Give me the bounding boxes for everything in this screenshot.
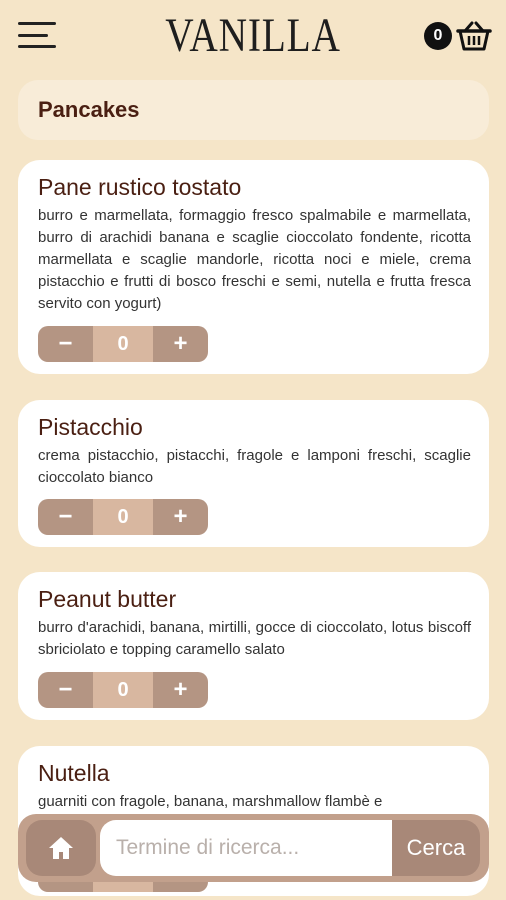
home-button[interactable]	[26, 820, 96, 876]
increase-button[interactable]: +	[153, 326, 208, 362]
menu-line	[18, 34, 48, 37]
product-description: crema pistacchio, pistacchi, fragole e lamponi freschi, scaglie cioccolato bianco	[38, 447, 471, 486]
product-card	[18, 160, 489, 374]
product-card	[18, 572, 489, 720]
search-input[interactable]	[100, 820, 392, 876]
product-description: burro e marmellata, formaggio fresco spalmabile e marmellata, burro di arachidi banana e scaglie cioccolato fondente, ricotta marmellata e scaglie mandorle, ricotta noci e miele, crema pistacchio e frutti di bosco freschi e semi, nutella e frutta fresca servito con yogurt)	[38, 207, 471, 312]
quantity-value: 0	[93, 672, 153, 708]
brand-logo: VANILLA	[165, 9, 341, 62]
product-title: Peanut butter	[38, 586, 177, 612]
home-icon	[47, 835, 75, 861]
cart-count-badge: 0	[424, 22, 452, 50]
product-title: Pistacchio	[38, 414, 143, 440]
header	[0, 0, 506, 74]
increase-button[interactable]: +	[153, 499, 208, 535]
category-title: Pancakes	[38, 97, 140, 122]
quantity-value: 0	[93, 326, 153, 362]
decrease-button[interactable]: −	[38, 326, 93, 362]
quantity-stepper	[38, 326, 208, 362]
decrease-button[interactable]: −	[38, 672, 93, 708]
increase-button[interactable]: +	[153, 672, 208, 708]
product-title: Pane rustico tostato	[38, 174, 242, 200]
cart-button[interactable]	[420, 18, 492, 54]
category-header[interactable]	[18, 80, 489, 140]
quantity-stepper	[38, 672, 208, 708]
bottom-search-bar	[18, 814, 489, 882]
decrease-button[interactable]: −	[38, 499, 93, 535]
product-description: burro d'arachidi, banana, mirtilli, gocce di cioccolato, lotus biscoff sbriciolato e topping caramello salato	[38, 619, 471, 658]
product-description: guarniti con fragole, banana, marshmallow flambè e	[38, 793, 383, 810]
quantity-value: 0	[93, 499, 153, 535]
quantity-stepper	[38, 499, 208, 535]
search-button[interactable]: Cerca	[392, 820, 480, 876]
product-card	[18, 400, 489, 547]
product-title: Nutella	[38, 760, 110, 786]
basket-icon	[456, 20, 492, 52]
